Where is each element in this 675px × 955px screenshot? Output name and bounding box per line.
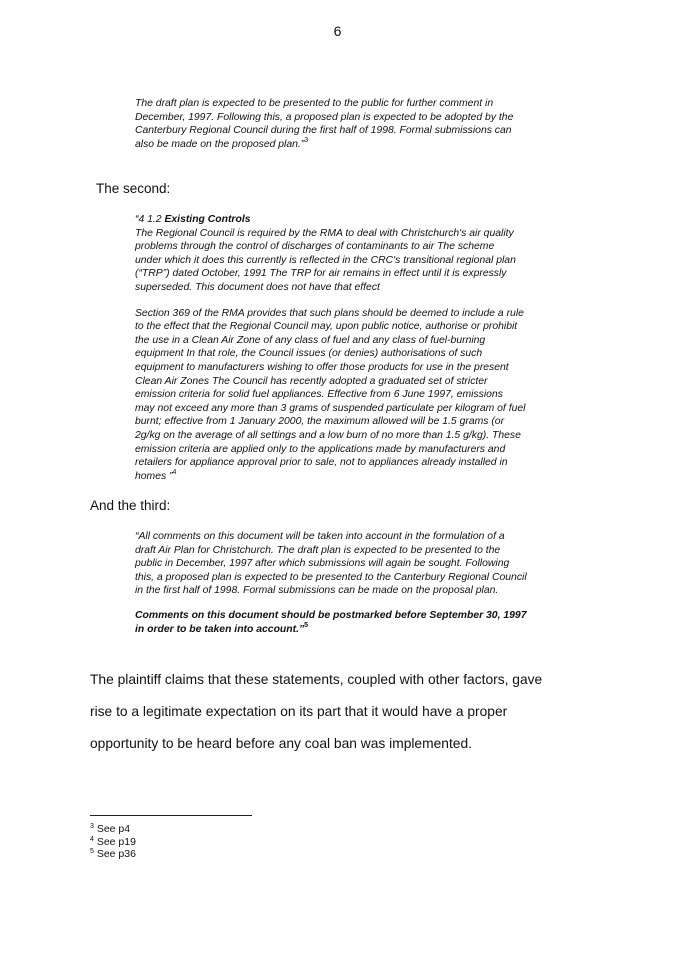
quote-line: public in December, 1997 after which submissions will again be sought. Following bbox=[135, 558, 510, 570]
footnote-ref: 4 bbox=[172, 468, 177, 476]
intro-second: The second: bbox=[96, 181, 171, 196]
body-line: rise to a legitimate expectation on its part that it would have a proper bbox=[90, 704, 508, 719]
quote-line: equipment In that role, the Council issues (or denies) authorisations of such bbox=[135, 348, 483, 360]
footnote-item: $^4$ See p19 bbox=[90, 835, 136, 848]
footnote-ref: 3 bbox=[304, 136, 309, 144]
quote-line: burnt; effective from 1 January 2000, the maximum allowed will be 1.5 grams (or bbox=[135, 416, 505, 428]
quote-line: December, 1997. Following this, a proposed plan is expected to be adopted by the bbox=[135, 111, 514, 123]
quote-line: this, a proposed plan is expected to be presented to the Canterbury Regional Council bbox=[135, 571, 527, 583]
quote-line: The draft plan is expected to be presented to the public for further comment in bbox=[135, 98, 494, 109]
quote-block-second bbox=[135, 213, 555, 483]
footnote-ref: 5 bbox=[304, 621, 309, 629]
quote-line: superseded. This document does not have that effect bbox=[135, 281, 380, 293]
quote-line: (“TRP”) dated October, 1991 The TRP for air remains in effect until it is expressly bbox=[135, 268, 507, 280]
quote-bold-line: Comments on this document should be postmarked before September 30, 1997 bbox=[135, 609, 527, 621]
quote-line: emission criteria for solid fuel appliances. Effective from 6 June 1997, emissions bbox=[135, 389, 503, 401]
quote-line: draft Air Plan for Christchurch. The draft plan is expected to be presented to the bbox=[135, 544, 501, 556]
quote-line: emission criteria are applied only to the applications made by manufacturers and bbox=[135, 443, 506, 455]
body-line: The plaintiff claims that these statements, coupled with other factors, gave bbox=[90, 672, 543, 687]
quote-line: problems through the control of discharges of contaminants to air The scheme bbox=[135, 241, 495, 253]
quote-line: may not exceed any more than 3 grams of suspended particulate per kilogram of fuel bbox=[135, 402, 526, 414]
footnotes bbox=[90, 823, 136, 861]
footnote-item: $^5$ See p36 bbox=[90, 848, 136, 860]
quote-line: the use in a Clean Air Zone of any class of fuel and any class of fuel-burning bbox=[135, 334, 486, 346]
section-heading: “4 1.2 Existing Controls bbox=[135, 214, 251, 225]
quote-line: equipment to manufacturers wishing to offer those products for use in the present bbox=[135, 361, 509, 373]
quote-line: Canterbury Regional Council during the first half of 1998. Formal submissions can bbox=[135, 125, 512, 137]
intro-third: And the third: bbox=[90, 498, 171, 513]
quote-line: “All comments on this document will be taken into account in the formulation of a bbox=[135, 531, 505, 542]
body-paragraph bbox=[90, 664, 590, 760]
footnote-item: $^3$ See p4 bbox=[90, 823, 131, 835]
quote-line: in the first half of 1998. Formal submissions can be made on the proposal plan. bbox=[135, 585, 499, 597]
body-line: opportunity to be heard before any coal ban was implemented. bbox=[90, 736, 472, 751]
quote-line: The Regional Council is required by the RMA to deal with Christchurch's air quality bbox=[135, 227, 514, 239]
quote-line: Clean Air Zones The Council has recently adopted a graduated set of stricter bbox=[135, 375, 488, 387]
quote-line: 2g/kg on the average of all settings and a low burn of no more than 1.5 g/kg). These bbox=[135, 429, 521, 441]
page-number: 6 bbox=[333, 23, 342, 39]
quote-line: homes ”$^4$ bbox=[135, 468, 177, 482]
quote-bold-line: in order to be taken into account.”$^5$ bbox=[135, 621, 309, 635]
quote-block-first bbox=[135, 97, 565, 151]
footnote-divider bbox=[90, 815, 252, 816]
quote-line: Section 369 of the RMA provides that such plans should be deemed to include a rule bbox=[135, 307, 524, 319]
quote-line: retailers for appliance approval prior to sale, not to appliances already installed in bbox=[135, 457, 508, 469]
quote-line: also be made on the proposed plan.”$^3$ bbox=[135, 136, 309, 150]
quote-line: under which it does this currently is reflected in the CRC's transitional regional plan bbox=[135, 254, 516, 266]
quote-line: to the effect that the Regional Council may, upon public notice, authorise or prohibit bbox=[135, 321, 518, 333]
quote-block-third bbox=[135, 530, 555, 636]
